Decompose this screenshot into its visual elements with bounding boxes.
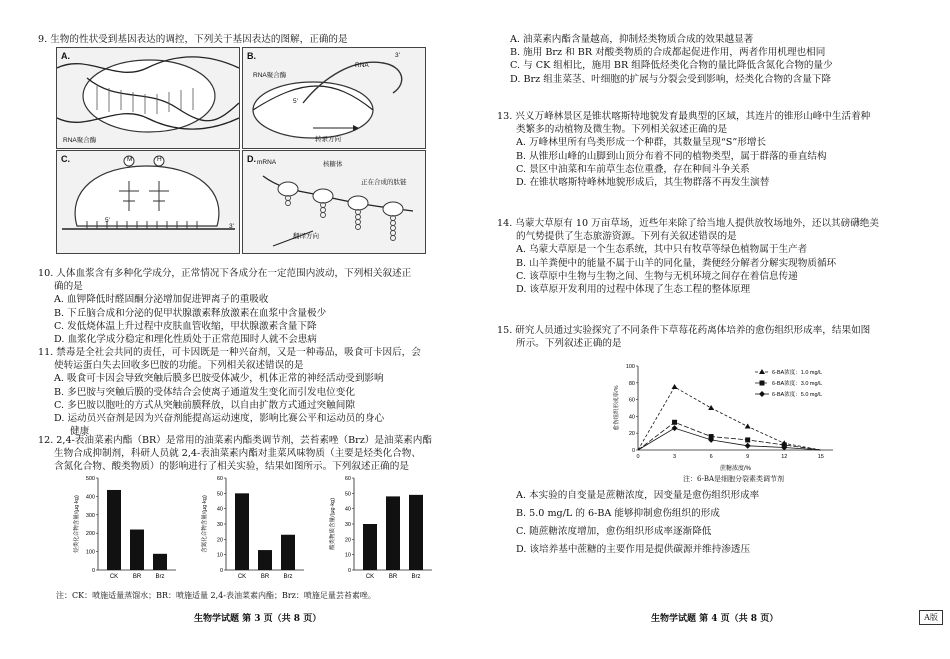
q9-panel-d (242, 150, 426, 254)
x-tick-label: 12 (781, 454, 788, 460)
q12-bar-charts (58, 473, 438, 588)
q11-option-d: D. 运动员兴奋剂是因为兴奋剂能提高运动速度，影响比赛公平和运动员的身心 (54, 413, 385, 425)
transcription-illustration (57, 48, 239, 148)
bar-chart-2 (200, 476, 304, 580)
q13-line-1: 13. 兴义万峰林景区是锥状喀斯特地貌发育最典型的区域，其连片的锥形山峰中生活着种 (497, 111, 871, 122)
legend-label-1: 6-BA浓度：1.0 mg/L (772, 370, 823, 376)
peptide-chain-label: 正在合成的肽链 (361, 179, 407, 186)
y-tick-label: 50 (216, 491, 223, 498)
panel-label-a: A. (61, 51, 70, 61)
bar-br (130, 530, 144, 570)
y-tick-label: 10 (216, 552, 223, 559)
page-right (475, 0, 950, 659)
q9-panel-c (56, 150, 240, 254)
y-tick-label: 60 (344, 476, 351, 482)
q14-option-b: B. 山羊粪便中的能量不属于山羊的同化量，粪便经分解者分解实现物质循环 (516, 257, 837, 269)
x-tick-label: BR (260, 574, 270, 580)
q12-options-block (510, 33, 833, 86)
y-axis-title: 烃类化合物含量/(μg·kg) (74, 495, 80, 553)
y-tick-label: 30 (216, 522, 223, 528)
q15-line-1: 15. 研究人员通过实验探究了不同条件下草莓花药离体培养的愈伤组织形成率，结果如图 (497, 325, 871, 336)
panel-label-b: B. (247, 51, 256, 61)
q12-line-2: 生物合成抑制剂，科研人员就 2,4-表油菜素内酯对韭菜风味物质（主要是烃类化合物、 (54, 448, 421, 460)
panel-label-d: D. (247, 154, 256, 164)
legend-marker-2 (760, 381, 765, 386)
translation-ribosome-illustration (57, 151, 239, 253)
q12-option-a: A. 油菜素内酯含量越高，抑制烃类物质合成的效果越显著 (510, 34, 754, 45)
q13-option-a: A. 万峰林里所有鸟类形成一个种群，其数量呈现“S”形增长 (516, 137, 767, 149)
page-footer-left: 生物学试题 第 3 页（共 8 页） (194, 614, 322, 624)
q15-option-d: D. 该培养基中蔗糖的主要作用是提供碳源并维持渗透压 (516, 544, 751, 555)
mrna-label: mRNA (257, 159, 277, 166)
q11-option-b: B. 多巴胺与突触后膜的受体结合会使离子通道发生变化而引发电位变化 (54, 386, 355, 398)
y-tick-label: 40 (344, 506, 351, 513)
q11-option-d-cont: 健康 (70, 426, 90, 438)
y-tick-label: 80 (628, 380, 635, 387)
q11-line-1: 11. 禁毒是全社会共同的责任，可卡因既是一种兴奋剂，又是一种毒品，吸食可卡因后，会 (38, 347, 421, 358)
series-line-2 (638, 422, 821, 450)
x-tick-label: CK (365, 574, 375, 580)
y-tick-label: 0 (219, 568, 223, 574)
y-axis-title: 含氮化合物含量/(μg·kg) (202, 495, 208, 553)
x-tick-label: 0 (636, 454, 640, 460)
q10-option-b: B. 下丘脑合成和分泌的促甲状腺激素释放激素在血浆中含量极少 (54, 307, 327, 319)
x-tick-label: BR (388, 574, 398, 580)
rna-label: RNA (355, 62, 369, 69)
q14-line-2: 的气势提供了生态旅游资源。下列有关叙述错误的是 (516, 231, 737, 243)
series-1-point (745, 423, 751, 428)
x-tick-label: CK (109, 574, 119, 580)
legend-label-3: 6-BA浓度：5.0 mg/L (772, 392, 823, 398)
q11-line-2: 使转运蛋白失去回收多巴胺的功能。下列相关叙述错误的是 (54, 360, 304, 372)
y-tick-label: 40 (216, 506, 223, 513)
series-1-point (708, 405, 714, 410)
series-2-point (672, 420, 677, 425)
bar-br (386, 496, 400, 570)
x-tick-label: Brz (283, 574, 293, 580)
q15-options-block (516, 487, 759, 559)
panel-label-c: C. (61, 154, 70, 164)
series-2-point (745, 437, 750, 442)
q14-option-d: D. 该草原开发利用的过程中体现了生态工程的整体原理 (516, 284, 751, 296)
q9-stem: 9. 生物的性状受到基因表达的调控，下列关于基因表达的图解，正确的是 (38, 34, 348, 45)
y-tick-label: 0 (631, 448, 635, 454)
edition-stamp: A版 (919, 610, 943, 625)
bar-brz (281, 535, 295, 570)
x-axis-title: 蔗糖浓度/% (719, 466, 752, 472)
q14-line-1: 14. 乌蒙大草原有 10 万亩草场，近些年来除了给当地人提供放牧场地外，还以其磅礴绝美 (497, 218, 879, 229)
series-3-point (672, 425, 678, 431)
q11-option-a: A. 吸食可卡因会导致突触后膜多巴胺受体减少，机体正常的神经活动受到影响 (54, 373, 384, 385)
rna-polymerase-label: RNA聚合酶 (63, 137, 97, 144)
transcription-direction-label: 转录方向 (315, 136, 341, 143)
y-tick-label: 20 (216, 537, 223, 544)
y-tick-label: 100 (85, 549, 95, 556)
q12-option-d: D. Brz 组韭菜茎、叶细胞的扩展与分裂会受到影响，烃类化合物的含量下降 (510, 73, 832, 85)
question-10 (38, 267, 411, 346)
q12-line-1: 12. 2,4-表油菜素内酯（BR）是常用的油菜素内酯类调节剂，芸苔素唑（Brz）是油菜素内酯 (38, 435, 432, 446)
q13-option-c: C. 景区中油菜和车前草生态位重叠，存在种间斗争关系 (516, 163, 750, 175)
bar-ck (107, 490, 121, 570)
translation-direction-label: 翻译方向 (293, 233, 319, 240)
question-13 (497, 110, 870, 189)
bar-br (258, 550, 272, 570)
q15-option-b: B. 5.0 mg/L 的 6-BA 能够抑制愈伤组织的形成 (516, 508, 720, 519)
amino-acid-m-label: M (127, 156, 133, 163)
bar-brz (409, 495, 423, 570)
y-tick-label: 0 (347, 568, 351, 574)
q12-option-b: B. 施用 Brz 和 BR 对酸类物质的合成都起促进作用，两者作用机理也相同 (510, 47, 826, 59)
q10-option-d: D. 血浆化学成分稳定和理化性质处于正常范围时人就不会患病 (54, 334, 317, 346)
q12-option-c: C. 与 CK 组相比，施用 BR 组降低烃类化合物的量比降低含氮化合物的量少 (510, 60, 833, 72)
q13-line-2: 类繁多的动植物及微生物。下列相关叙述正确的是 (516, 124, 728, 136)
q13-option-b: B. 从锥形山峰的山脚到山顶分布着不同的植物类型，属于群落的垂直结构 (516, 150, 827, 162)
bar-ck (235, 493, 249, 570)
question-12 (38, 434, 432, 474)
question-15 (497, 324, 870, 350)
y-tick-label: 60 (628, 397, 635, 404)
q14-option-a: A. 乌蒙大草原是一个生态系统，其中只有牧草等绿色植物属于生产者 (516, 244, 808, 256)
q14-option-c: C. 该草原中生物与生物之间、生物与无机环境之间存在着信息传递 (516, 270, 798, 282)
q10-line-2: 确的是 (54, 281, 83, 293)
q10-option-a: A. 血钾降低时醛固酮分泌增加促进钾离子的重吸收 (54, 294, 269, 306)
y-tick-label: 100 (625, 364, 635, 370)
bar-chart-1 (72, 476, 176, 580)
y-tick-label: 50 (344, 491, 351, 498)
five-prime-c-label: 5' (105, 217, 110, 224)
q12-line-3: 含氮化合物、酸类物质）的影响进行了相关实验，结果如图所示。下列叙述正确的是 (54, 461, 409, 473)
legend-marker-1 (759, 369, 765, 374)
rna-polymerase-b-label: RNA聚合酶 (253, 72, 287, 79)
bar-ck (363, 524, 377, 570)
q12-note: 注：CK：喷施适量蒸馏水；BR：喷施适量 2,4-表油菜素内酯；Brz：喷施足量芸苔素唑。 (56, 591, 376, 600)
y-axis-title: 愈伤组织形成率/% (614, 385, 620, 431)
three-prime-b-label: 3' (395, 52, 400, 59)
x-tick-label: Brz (155, 574, 165, 580)
amino-acid-h-label: H (157, 156, 162, 163)
y-tick-label: 500 (85, 476, 95, 482)
q15-line-chart (610, 360, 845, 480)
x-tick-label: 9 (746, 454, 750, 460)
y-tick-label: 400 (85, 494, 95, 501)
legend-marker-3 (759, 391, 765, 397)
q13-option-d: D. 在锥状喀斯特峰林地貌形成后，其生物群落不再发生演替 (516, 177, 770, 189)
q15-option-a: A. 本实验的自变量是蔗糖浓度，因变量是愈伤组织形成率 (516, 490, 760, 501)
y-tick-label: 20 (344, 537, 351, 544)
q15-line-2: 所示。下列叙述正确的是 (516, 338, 622, 350)
y-tick-label: 300 (85, 512, 95, 519)
bar-chart-3 (328, 476, 432, 580)
q11-option-c: C. 多巴胺以胞吐的方式从突触前膜释放，以自由扩散方式通过突触间隙 (54, 399, 355, 411)
legend-label-2: 6-BA浓度：3.0 mg/L (772, 381, 823, 387)
x-tick-label: CK (237, 574, 247, 580)
x-tick-label: 15 (817, 454, 824, 460)
x-tick-label: Brz (411, 574, 421, 580)
question-11 (38, 346, 421, 438)
x-tick-label: 3 (673, 454, 677, 460)
series-1-point (672, 384, 678, 389)
three-prime-c-label: 3' (229, 223, 234, 230)
series-line-3 (638, 428, 821, 450)
y-tick-label: 40 (628, 414, 635, 421)
y-tick-label: 200 (85, 531, 95, 538)
q9-panel-a (56, 47, 240, 149)
y-tick-label: 0 (91, 568, 95, 574)
y-tick-label: 10 (344, 552, 351, 559)
page-footer-right: 生物学试题 第 4 页（共 8 页） (651, 614, 779, 624)
ribosome-label: 核糖体 (323, 161, 343, 168)
q15-note: 注：6-BA是细胞分裂素类调节剂 (683, 475, 785, 483)
q10-line-1: 10. 人体血浆含有多种化学成分，正常情况下各成分在一定范围内波动，下列相关叙述正 (38, 268, 412, 279)
y-tick-label: 20 (628, 431, 635, 438)
rna-transcript-illustration (243, 48, 425, 148)
y-tick-label: 30 (344, 522, 351, 528)
y-axis-title: 酸类物质含量/(μg·kg) (330, 497, 336, 551)
five-prime-b-label: 5' (293, 98, 298, 105)
q15-option-c: C. 随蔗糖浓度增加，愈伤组织形成率逐渐降低 (516, 526, 712, 537)
series-3-point (745, 443, 751, 449)
x-tick-label: 6 (709, 454, 713, 460)
bar-brz (153, 554, 167, 570)
q9-panel-b (242, 47, 426, 149)
x-tick-label: BR (132, 574, 142, 580)
question-14 (497, 217, 879, 296)
y-tick-label: 60 (216, 476, 223, 482)
q10-option-c: C. 发低烧体温上升过程中皮肤血管收缩，甲状腺激素含量下降 (54, 320, 317, 332)
